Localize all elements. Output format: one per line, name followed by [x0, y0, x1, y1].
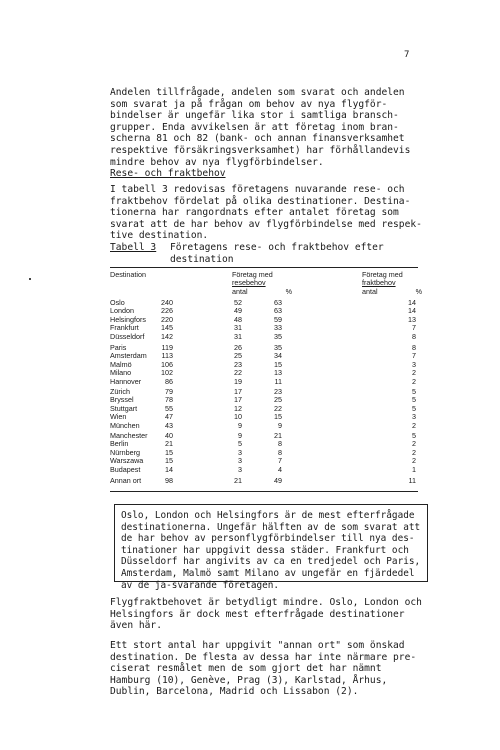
cell-rese-percent: 3: [238, 456, 242, 466]
cell-city: Nürnberg: [110, 447, 140, 457]
table-row: [110, 299, 420, 307]
cell-frakt-percent: 2: [412, 456, 416, 466]
cell-frakt-antal: 63: [274, 306, 282, 316]
cell-rese-percent: 21: [234, 476, 242, 485]
text-line: Ett stort antal har uppgivit "annan ort" som önskad: [110, 640, 405, 651]
table-row-annan-ort: [110, 477, 420, 485]
cell-rese-antal: 113: [161, 351, 173, 361]
cell-rese-antal: 21: [165, 439, 173, 449]
text-line: mindre behov av nya flygförbindelser.: [110, 156, 324, 168]
text-line: de har behov av personflygförbindelser till nya des-: [121, 533, 415, 545]
table-row: [110, 396, 420, 404]
cell-rese-antal: 226: [161, 306, 173, 316]
cell-rese-percent: 3: [238, 447, 242, 457]
column-group-fraktbehov: [362, 271, 422, 288]
cell-rese-antal: 98: [165, 476, 173, 485]
cell-frakt-percent: 7: [412, 351, 416, 361]
cell-rese-antal: 43: [165, 420, 173, 430]
text-line: av de ja-svarande företagen.: [121, 579, 280, 591]
table-group: [110, 432, 420, 474]
cell-city: München: [110, 420, 140, 430]
cell-rese-antal: 240: [161, 298, 173, 307]
text-line: destination. De flesta av dessa har inte närmare pre-: [110, 651, 417, 663]
subheader-percent: %: [285, 287, 292, 296]
cell-frakt-antal: 25: [274, 395, 282, 405]
table-row: [110, 307, 420, 315]
cell-rese-antal: 86: [165, 376, 173, 386]
text-line: grupper. Enda avvikelsen är att företag inom bran-: [110, 121, 399, 133]
cell-rese-antal: 220: [161, 314, 173, 324]
text-line: fraktbehov fördelat på olika destinationer. Destina-: [110, 195, 411, 207]
cell-frakt-percent: 13: [408, 314, 416, 324]
table-row: [110, 405, 420, 413]
cell-city: Manchester: [110, 431, 148, 440]
text-line: I tabell 3 redovisas företagens nuvarande rese- och: [110, 184, 405, 195]
cell-rese-percent: 22: [234, 368, 242, 378]
cell-rese-antal: 79: [165, 387, 173, 396]
cell-rese-antal: 55: [165, 403, 173, 413]
subheader-antal: antal: [362, 287, 378, 296]
group-line: Företag med: [362, 270, 403, 279]
cell-rese-percent: 31: [234, 323, 242, 333]
summary-box: [114, 504, 428, 591]
cell-frakt-percent: 3: [412, 359, 416, 369]
cell-frakt-antal: 34: [274, 351, 282, 361]
cell-frakt-antal: 11: [274, 376, 282, 386]
cell-rese-percent: 23: [234, 359, 242, 369]
table-row: [110, 440, 420, 448]
group-line: Företag med: [232, 270, 273, 279]
cell-frakt-percent: 5: [412, 387, 416, 396]
table-row: [110, 466, 420, 474]
table-row: [110, 333, 420, 341]
table-row: [110, 388, 420, 396]
subheader-percent: %: [415, 287, 422, 296]
cell-frakt-antal: 15: [274, 359, 282, 369]
cell-rese-antal: 119: [161, 343, 173, 352]
table-row: [110, 316, 420, 324]
cell-city: Zürich: [110, 387, 130, 396]
cell-city: London: [110, 306, 134, 316]
text-line: även här.: [110, 620, 162, 632]
caption-line: destination: [170, 253, 234, 265]
table-row: [110, 352, 420, 360]
text-line: ciserat resmålet men de som gjort det har nämnt: [110, 663, 382, 675]
cell-frakt-percent: 11: [408, 476, 416, 485]
table-row: [110, 361, 420, 369]
cell-rese-percent: 12: [234, 403, 242, 413]
cell-rese-antal: 15: [165, 447, 173, 457]
cell-frakt-percent: 8: [412, 343, 416, 352]
cell-rese-percent: 9: [238, 431, 242, 440]
table-row: [110, 378, 420, 386]
cell-frakt-antal: 22: [274, 403, 282, 413]
text-line: svarat att de har behov av flygförbindelse med respek-: [110, 218, 422, 230]
cell-frakt-antal: 23: [274, 387, 282, 396]
page-number: 7: [404, 50, 410, 60]
table-row: [110, 369, 420, 377]
text-line: respektive försäkringsverksamhet) har förhållandevis: [110, 144, 411, 156]
summary-text: [121, 510, 420, 591]
cell-frakt-percent: 2: [412, 439, 416, 449]
cell-city: Amsterdam: [110, 351, 147, 361]
text-line: tionerna har rangordnats efter antalet företag som: [110, 207, 399, 219]
cell-frakt-antal: 8: [278, 439, 282, 449]
table-bottom-rule: [110, 491, 418, 492]
text-line: Andelen tillfrågade, andelen som svarat och andelen: [110, 87, 405, 98]
text-line: som svarat ja på frågan om behov av nya flygför-: [110, 98, 388, 110]
cell-rese-antal: 145: [161, 323, 173, 333]
text-line: Flygfraktbehovet är betydligt mindre. Oslo, London och: [110, 597, 422, 608]
cell-frakt-percent: 1: [412, 464, 416, 474]
cell-city: Wien: [110, 412, 127, 422]
cell-city: Warszawa: [110, 456, 144, 466]
table-row: [110, 413, 420, 421]
text-line: Hamburg (10), Genève, Prag (3), Karlstad, Århus,: [110, 674, 388, 686]
cell-city: Malmö: [110, 359, 132, 369]
cell-rese-percent: 17: [234, 387, 242, 396]
table-row: [110, 432, 420, 440]
cell-city: Oslo: [110, 298, 125, 307]
cell-frakt-antal: 4: [278, 464, 282, 474]
table-group: [110, 299, 420, 341]
cell-frakt-antal: 35: [274, 331, 282, 341]
cell-frakt-percent: 5: [412, 431, 416, 440]
text-line: Helsingfors är dock mest efterfrågade destinationer: [110, 608, 405, 620]
cell-rese-percent: 25: [234, 351, 242, 361]
freight-paragraph: [110, 597, 440, 632]
group-line: resebehov: [232, 278, 266, 288]
cell-city: Hannover: [110, 376, 142, 386]
cell-rese-percent: 49: [234, 306, 242, 316]
cell-rese-antal: 106: [161, 359, 173, 369]
cell-rese-antal: 15: [165, 456, 173, 466]
caption-line: Företagens rese- och fraktbehov efter: [170, 242, 384, 253]
cell-city: Berlin: [110, 439, 129, 449]
cell-frakt-antal: 9: [278, 420, 282, 430]
text-line: Amsterdam, Malmö samt Milano av ungefär en fjärdedel: [121, 567, 415, 579]
cell-rese-percent: 10: [234, 412, 242, 422]
cell-frakt-percent: 2: [412, 376, 416, 386]
cell-city: Annan ort: [110, 476, 142, 485]
subheader-fraktbehov: [362, 288, 422, 296]
cell-city: Helsingfors: [110, 314, 146, 324]
table-row: [110, 457, 420, 465]
cell-city: Milano: [110, 368, 132, 378]
section-paragraph: [110, 184, 440, 242]
cell-rese-percent: 17: [234, 395, 242, 405]
table-row: [110, 344, 420, 352]
cell-rese-percent: 3: [238, 464, 242, 474]
cell-rese-percent: 9: [238, 420, 242, 430]
cell-frakt-percent: 8: [412, 331, 416, 341]
table-group: [110, 344, 420, 386]
intro-paragraph: [110, 87, 440, 168]
cell-frakt-percent: 3: [412, 412, 416, 422]
text-line: bindelser är ungefär lika stor i samtliga bransch-: [110, 110, 399, 122]
table-caption: [170, 242, 384, 265]
cell-frakt-antal: 15: [274, 412, 282, 422]
cell-frakt-percent: 2: [412, 420, 416, 430]
text-line: tinationer har uppgivit dessa städer. Frankfurt och: [121, 544, 409, 556]
cell-city: Düsseldorf: [110, 331, 145, 341]
cell-rese-antal: 47: [165, 412, 173, 422]
other-destinations-paragraph: [110, 640, 440, 698]
text-line: Oslo, London och Helsingfors är de mest efterfrågade: [121, 510, 415, 521]
table-row: [110, 422, 420, 430]
cell-rese-percent: 48: [234, 314, 242, 324]
cell-frakt-antal: 63: [274, 298, 282, 307]
group-line: fraktbehov: [362, 278, 396, 288]
table-row: [110, 324, 420, 332]
cell-frakt-antal: 13: [274, 368, 282, 378]
cell-frakt-antal: 21: [274, 431, 282, 440]
cell-frakt-antal: 49: [274, 476, 282, 485]
cell-rese-percent: 31: [234, 331, 242, 341]
table-label: Tabell 3: [110, 242, 157, 253]
cell-rese-antal: 142: [161, 331, 173, 341]
column-group-resebehov: [232, 271, 292, 288]
cell-frakt-antal: 7: [278, 456, 282, 466]
cell-rese-antal: 102: [161, 368, 173, 378]
table-row: [110, 449, 420, 457]
table-top-rule: [110, 267, 418, 268]
cell-city: Frankfurt: [110, 323, 139, 333]
cell-rese-antal: 14: [165, 464, 173, 474]
cell-rese-percent: 5: [238, 439, 242, 449]
cell-rese-percent: 26: [234, 343, 242, 352]
cell-frakt-percent: 7: [412, 323, 416, 333]
subheader-resebehov: [232, 288, 292, 296]
section-heading: Rese- och fraktbehov: [110, 168, 226, 179]
cell-rese-percent: 19: [234, 376, 242, 386]
cell-city: Stuttgart: [110, 403, 138, 413]
cell-frakt-percent: 2: [412, 447, 416, 457]
margin-speck: [29, 278, 31, 280]
cell-rese-antal: 40: [165, 431, 173, 440]
cell-rese-antal: 78: [165, 395, 173, 405]
text-line: Düsseldorf har angivits av ca en tredjedel och Paris,: [121, 556, 421, 568]
text-line: tive destination.: [110, 230, 209, 242]
cell-frakt-percent: 14: [408, 306, 416, 316]
cell-city: Bryssel: [110, 395, 134, 405]
cell-city: Paris: [110, 343, 127, 352]
text-line: Dublin, Barcelona, Madrid och Lissabon (2).: [110, 686, 359, 698]
cell-frakt-percent: 5: [412, 403, 416, 413]
cell-frakt-antal: 35: [274, 343, 282, 352]
cell-rese-percent: 52: [234, 298, 242, 307]
cell-frakt-antal: 8: [278, 447, 282, 457]
cell-frakt-percent: 14: [408, 298, 416, 307]
text-line: destinationerna. Ungefär hälften av de som svarat att: [121, 521, 421, 533]
text-line: scherna 81 och 82 (bank- och annan finansverksamhet: [110, 133, 405, 145]
column-header-destination: Destination: [110, 270, 146, 279]
table-group: [110, 388, 420, 430]
cell-frakt-antal: 33: [274, 323, 282, 333]
cell-frakt-percent: 5: [412, 395, 416, 405]
cell-frakt-percent: 2: [412, 368, 416, 378]
cell-frakt-antal: 59: [274, 314, 282, 324]
subheader-antal: antal: [232, 287, 248, 296]
cell-city: Budapest: [110, 464, 141, 474]
